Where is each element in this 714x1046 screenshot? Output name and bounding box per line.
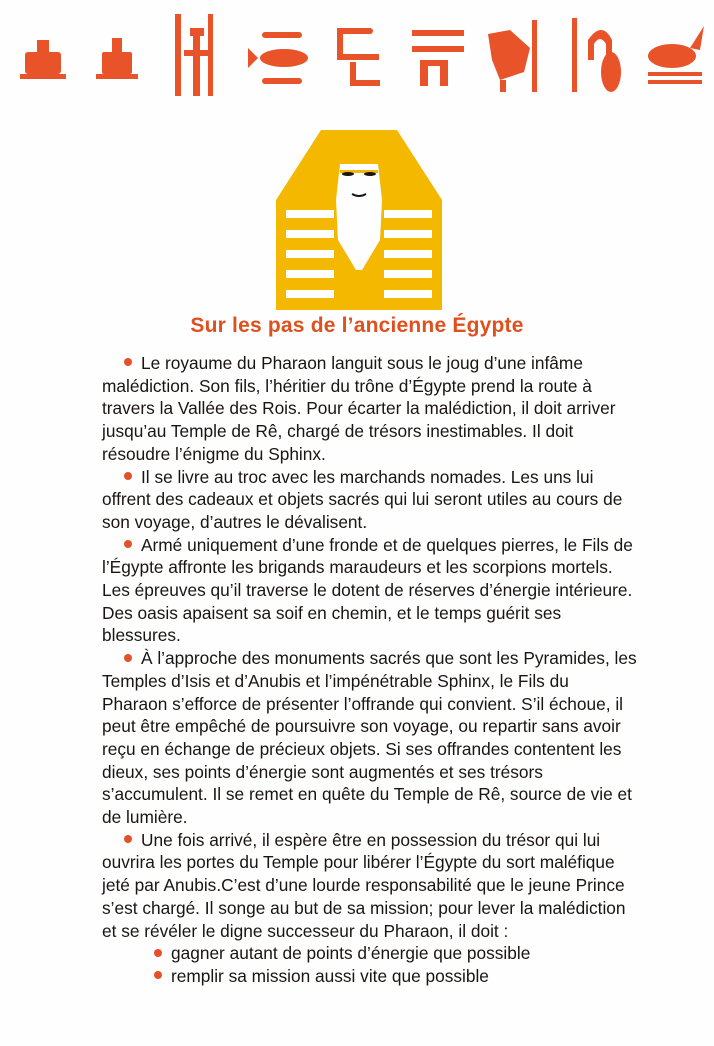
hieroglyph-fish-icon (248, 32, 308, 84)
hieroglyph-snake-icon (337, 28, 380, 86)
paragraph: À l’approche des monuments sacrés que sont les Pyramides, les Temples d’Isis et d’Anubis et l’impénétrable Sphinx, le Fils du Pharaon s’efforce de présenter l’offrande qui convient. S’il échoue, il peut être empêché de poursuivre son voyage, ou repartir sans avoir reçu en échange de précieux objets. Si ses offrandes contentent les dieux, ses points d’énergie sont augmentés et ses trésors s’accumulent. Il se remet en quête du Temple de Rê, source de vie et de lumière. (102, 648, 637, 828)
list-item: gagner autant de points d’énergie que possible (154, 942, 637, 965)
body-text (102, 352, 637, 988)
bullet-icon (124, 540, 132, 548)
goals-list (102, 942, 637, 987)
hieroglyph-shrine-icon (96, 38, 138, 79)
list-item: remplir sa mission aussi vite que possible (154, 965, 637, 988)
hieroglyph-frieze (0, 0, 714, 108)
paragraph: Le royaume du Pharaon languit sous le joug d’une infâme malédiction. Son fils, l’héritier du trône d’Égypte prend la route à travers la Vallée des Rois. Pour écarter la malédiction, il doit arriver jusqu’au Temple de Rê, chargé de trésors inestimables. Il doit résoudre l’énigme du Sphinx. (102, 353, 616, 464)
hieroglyph-house-icon (20, 40, 66, 79)
page-title: Sur les pas de l’ancienne Égypte (190, 314, 524, 337)
hieroglyph-vase-icon (572, 18, 621, 92)
paragraph: Une fois arrivé, il espère être en possession du trésor qui lui ouvrira les portes du Temple pour libérer l’Égypte du sort maléfique jeté par Anubis.C’est d’une lourde responsabilité que le jeune Prince s’est chargé. Il songe au but de sa mission; pour lever la malédiction et se révéler le digne successeur du Pharaon, il doit : (102, 829, 626, 941)
paragraph: Armé uniquement d’une fronde et de quelques pierres, le Fils de l’Égypte affronte les brigands maraudeurs et les scorpions mortels. Les épreuves qu’il traverse le dotent de réserves d’énergie intérieure. Des oasis apaisent sa soif en chemin, et le temps guérit ses blessures. (102, 534, 633, 646)
hieroglyph-bird-icon (488, 20, 537, 92)
hieroglyph-hare-icon (648, 26, 704, 84)
bullet-icon (154, 949, 162, 957)
bullet-icon (124, 358, 132, 366)
bullet-icon (124, 835, 132, 843)
hieroglyph-staff-icon (175, 14, 213, 96)
bullet-icon (154, 971, 162, 979)
paragraph: Il se livre au troc avec les marchands nomades. Les uns lui offrent des cadeaux et objets sacrés qui lui seront utiles au cours de son voyage, d’autres le dévalisent. (102, 466, 623, 532)
bullet-icon (124, 654, 132, 662)
sphinx-head-icon (276, 130, 442, 310)
hieroglyph-cartouche-icon (412, 30, 464, 86)
bullet-icon (124, 472, 132, 480)
